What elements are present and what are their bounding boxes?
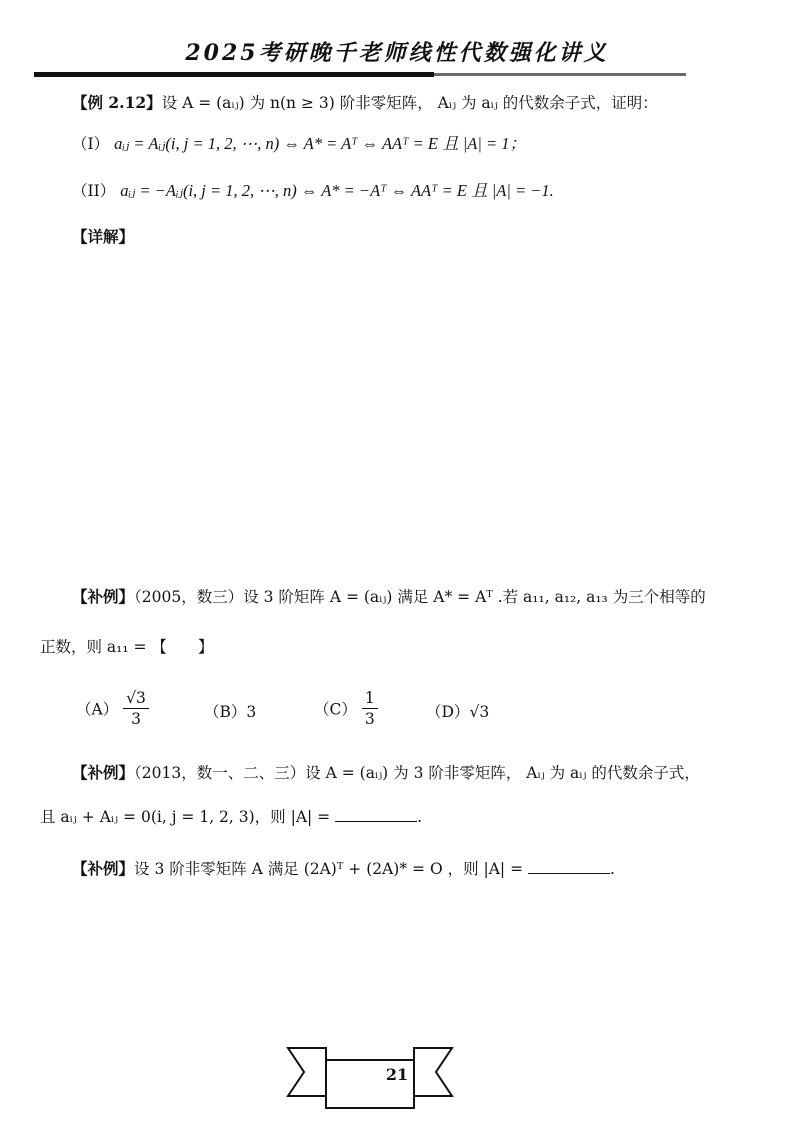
example-label: 【例 2.12】 [72, 93, 162, 112]
part2-formula: aᵢⱼ = −Aᵢⱼ(i, j = 1, 2, ⋯, n) ⇔ A* = −Aᵀ ⇔ AAᵀ = E 且 |A| = −1. [120, 181, 554, 200]
supplement2-text2: 且 aᵢⱼ + Aᵢⱼ = 0(i, j = 1, 2, 3)，则 |A| = [40, 808, 331, 826]
part1-label: （I） [72, 135, 110, 153]
supplement1-label: 【补例】 [72, 587, 135, 606]
solution-label: 【详解】 [72, 227, 135, 246]
option-d-label: （D） [426, 703, 470, 721]
option-b [204, 700, 256, 722]
example-statement-line [72, 92, 658, 114]
option-b-label: （B） [204, 703, 247, 721]
supplement1-line2: 正数，则 a₁₁ = 【 】 [40, 638, 214, 656]
answer-blank-1[interactable] [335, 807, 417, 822]
example-statement: 设 A = (aᵢⱼ) 为 n(n ≥ 3) 阶非零矩阵， Aᵢⱼ 为 aᵢⱼ 的代数余子式，证明： [161, 94, 658, 112]
supplement2-period: . [417, 808, 423, 826]
part1-formula: aᵢⱼ = Aᵢⱼ(i, j = 1, 2, ⋯, n) ⇔ A* = Aᵀ ⇔ AAᵀ = E 且 |A| = 1； [114, 134, 527, 153]
option-c-denominator: 3 [364, 710, 375, 728]
option-a-fraction [123, 688, 149, 729]
supplement2-label: 【补例】 [72, 763, 135, 782]
option-a-numerator: √3 [123, 688, 149, 709]
answer-blank-2[interactable] [528, 859, 610, 874]
supplement3-period: . [610, 860, 615, 878]
supplement2-line2 [40, 806, 422, 828]
header-rule-thin [434, 73, 686, 76]
option-d [426, 700, 489, 722]
option-c-numerator: 1 [362, 688, 378, 709]
page-number: 21 [385, 1065, 409, 1084]
option-c [314, 688, 378, 729]
supplement3-line [72, 858, 615, 880]
supplement3-label: 【补例】 [72, 859, 135, 878]
supplement1-line1 [72, 586, 706, 608]
header-rule-thick [34, 72, 434, 77]
supplement3-text: 设 3 阶非零矩阵 A 满足 (2A)ᵀ + (2A)* = O ，则 |A| = [134, 860, 524, 878]
page-header-title: 2025考研晚千老师线性代数强化讲义 [185, 40, 609, 66]
option-b-value: 3 [246, 703, 257, 721]
option-d-value: √3 [469, 703, 490, 721]
option-c-fraction [362, 688, 378, 729]
supplement1-text1: （2005，数三）设 3 阶矩阵 A = (aᵢⱼ) 满足 A* = Aᵀ .若 a₁₁, a₁₂, a₁₃ 为三个相等的 [134, 588, 706, 606]
example-part1-line [72, 133, 526, 155]
option-a [76, 688, 149, 729]
supplement2-line1 [72, 762, 700, 784]
option-c-label: （C） [314, 700, 357, 719]
supplement2-text1: （2013，数一、二、三）设 A = (aᵢⱼ) 为 3 阶非零矩阵， Aᵢⱼ 为 aᵢⱼ 的代数余子式， [134, 764, 700, 782]
option-a-label: （A） [76, 700, 119, 719]
example-part2-line [72, 180, 554, 202]
option-a-denominator: 3 [131, 710, 141, 728]
part2-label: （II） [72, 182, 116, 200]
